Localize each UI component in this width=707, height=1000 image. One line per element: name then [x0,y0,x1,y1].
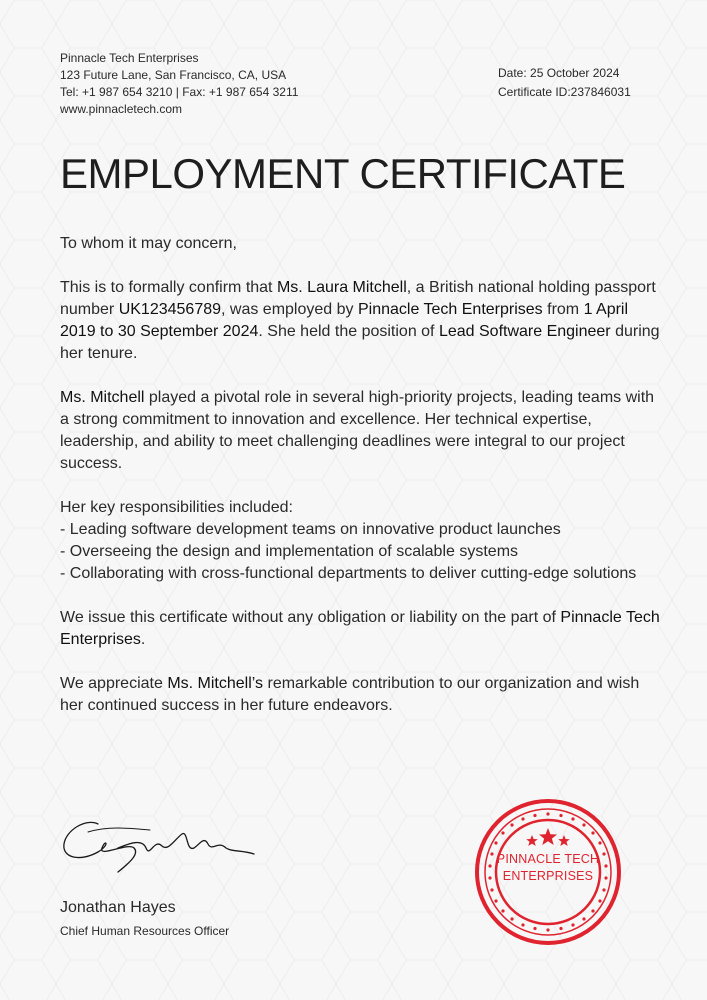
p1-text-1: This is to formally confirm that [60,279,277,296]
signatory-name: Jonathan Hayes [60,899,176,916]
page-title: EMPLOYMENT CERTIFICATE [60,150,626,197]
p1-text-6: during her tenure. [60,323,660,362]
seal-text [474,851,622,885]
p1-text-5: . She held the position of [258,323,439,340]
employee-possessive-name: Ms. Mitchell’s [167,675,264,692]
signatory-title: Chief Human Resources Officer [60,924,230,938]
passport-number: UK123456789 [118,301,222,318]
employer-name: Pinnacle Tech Enterprises [357,301,543,318]
responsibilities-list [60,497,660,585]
responsibilities-intro: Her key responsibilities included: [60,499,293,516]
list-item: - Overseeing the design and implementation of scalable systems [60,543,519,560]
seal-line-1: PINNACLE TECH [496,852,600,866]
p3-text: We issue this certificate without any obligation or liability on the part of [60,609,561,626]
signature-image [58,808,268,888]
p2-text: played a pivotal role in several high-priority projects, leading teams with a strong commitment to innovation and excellence. Her technical expertise, leadership, and ability to meet challenging deadlines were integral to our project success. [60,389,655,472]
certificate-date: Date: 25 October 2024 [498,66,620,80]
p1-text-3: , was employed by [221,301,358,318]
employee-short-name: Ms. Mitchell [60,389,145,406]
issuer-name: Pinnacle Tech Enterprises [60,609,660,648]
company-website: www.pinnacletech.com [60,102,183,116]
p3-end: . [140,631,146,648]
salutation: To whom it may concern, [60,235,237,252]
company-address: 123 Future Lane, San Francisco, CA, USA [60,68,287,82]
company-name: Pinnacle Tech Enterprises [60,51,199,65]
certificate-meta [498,64,631,102]
seal-line-2: ENTERPRISES [502,869,594,883]
paragraph-appreciation [60,673,660,717]
paragraph-performance [60,387,660,475]
company-header [60,50,298,118]
list-item: - Collaborating with cross-functional departments to deliver cutting-edge solutions [60,565,637,582]
company-phone-fax: Tel: +1 987 654 3210 | Fax: +1 987 654 3211 [60,85,299,99]
p1-text-4: from [542,301,584,318]
employee-name: Ms. Laura Mitchell [276,279,407,296]
p1-text-2: , a British national holding passport number [60,279,656,318]
paragraph-employment [60,277,660,365]
list-item: - Leading software development teams on innovative product launches [60,521,561,538]
p4-text-1: We appreciate [60,675,168,692]
paragraph-disclaimer [60,607,660,651]
p4-text-2: remarkable contribution to our organization and wish her continued success in her future endeavors. [60,675,640,714]
employment-period: 1 April 2019 to 30 September 2024 [60,301,629,340]
star-icon [526,828,570,846]
job-position: Lead Software Engineer [438,323,611,340]
certificate-body [60,233,660,739]
certificate-id: Certificate ID:237846031 [498,85,631,99]
